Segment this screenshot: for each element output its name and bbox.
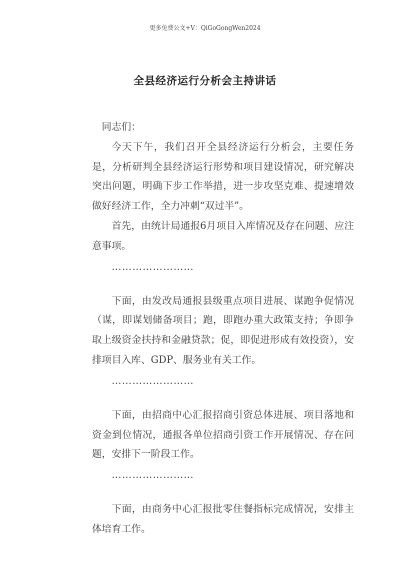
ellipsis-separator: …………………… bbox=[111, 470, 194, 482]
ellipsis-separator: …………………… bbox=[111, 375, 194, 387]
paragraph-statistics: 首先，由统计局通报6月项目入库情况及存在问题、应注意事项。 bbox=[92, 220, 354, 252]
document-body bbox=[92, 118, 354, 540]
paragraph-development-reform: 下面，由发改局通报县级重点项目进展、谋跑争促情况（谋，即谋划储备项目；跑，即跑办重大政策支持；争即争取上级资金扶持和金融贷款；促，即促进形成有效投资），安排项目入库、GDP、服务业有关工作。 bbox=[92, 295, 354, 366]
paragraph-intro: 今天下午，我们召开全县经济运行分析会，主要任务是，分析研判全县经济运行形势和项目建设情况，研究解决突出问题，明确下步工作举措，进一步攻坚克难、提速增效做好经济工作，全力冲刺“双过半”。 bbox=[92, 141, 354, 213]
document-title: 全县经济运行分析会主持讲话 bbox=[133, 75, 277, 87]
salutation: 同志们： bbox=[101, 122, 141, 133]
paragraph-investment-center: 下面，由招商中心汇报招商引资总体进展、项目落地和资金到位情况，通报各单位招商引资工作开展情况、存在问题，安排下一阶段工作。 bbox=[92, 409, 354, 461]
ellipsis-separator: …………………… bbox=[111, 261, 194, 273]
header-note: 更多免费公文+V：QiGoGongWen2024 bbox=[149, 25, 261, 32]
paragraph-commerce-center: 下面，由商务中心汇报批零住餐指标完成情况，安排主体培育工作。 bbox=[92, 504, 354, 535]
